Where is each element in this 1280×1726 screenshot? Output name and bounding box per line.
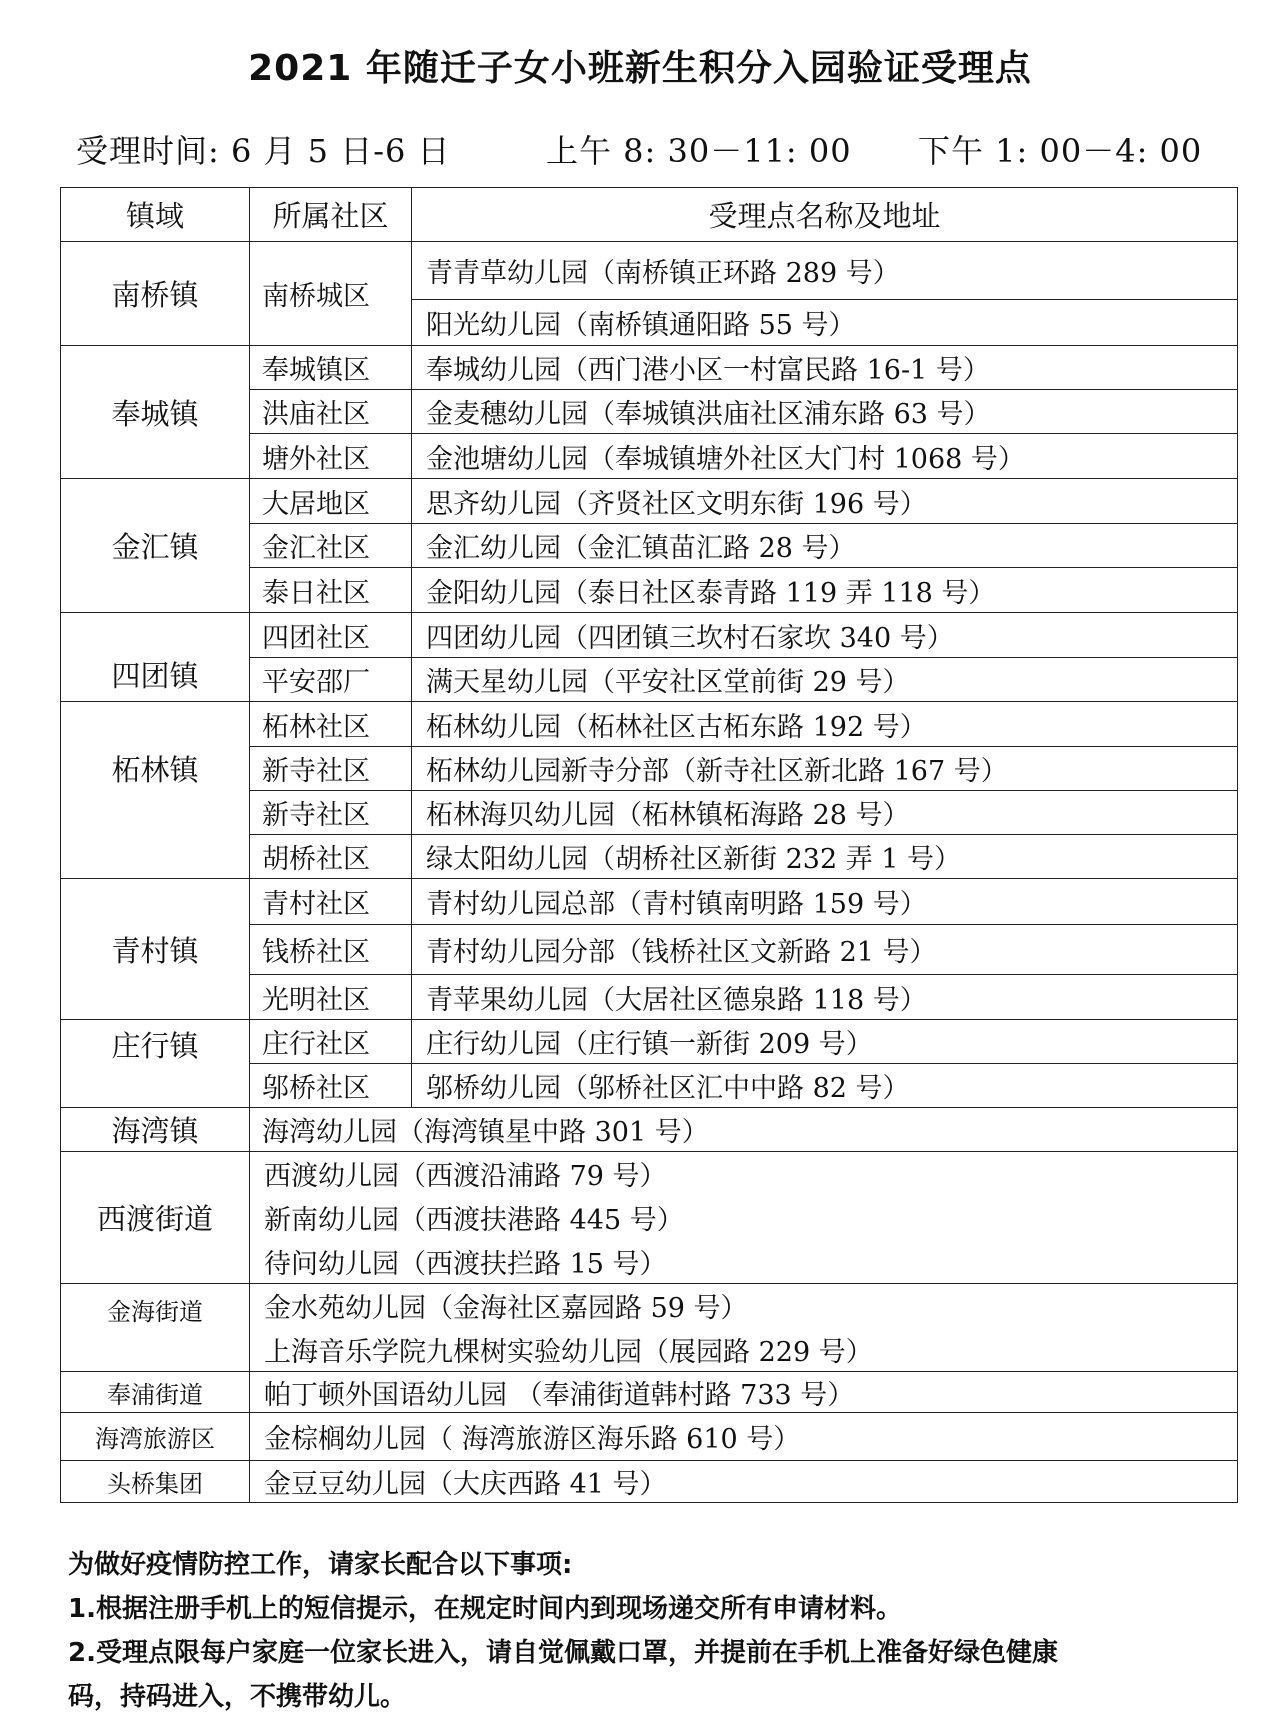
address-cell: 西渡幼儿园（西渡沿浦路 79 号） — [250, 1152, 1238, 1196]
address-cell: 金阳幼儿园（泰日社区泰青路 119 弄 118 号） — [412, 568, 1238, 613]
address-cell: 金水苑幼儿园（金海社区嘉园路 59 号） — [250, 1284, 1238, 1328]
notes-section — [68, 1543, 1258, 1719]
address-cell: 思齐幼儿园（齐贤社区文明东街 196 号） — [412, 479, 1238, 524]
community-cell: 新寺社区 — [250, 791, 412, 835]
community-cell: 四团社区 — [250, 613, 412, 658]
community-cell: 金汇社区 — [250, 524, 412, 568]
community-cell: 柘林社区 — [250, 702, 412, 747]
notes-intro: 为做好疫情防控工作，请家长配合以下事项: — [68, 1550, 573, 1580]
address-cell: 邬桥幼儿园（邬桥社区汇中中路 82 号） — [412, 1064, 1238, 1108]
address-cell: 上海音乐学院九棵树实验幼儿园（展园路 229 号） — [250, 1328, 1238, 1372]
address-cell: 满天星幼儿园（平安社区堂前街 29 号） — [412, 658, 1238, 702]
community-cell: 南桥城区 — [250, 242, 412, 346]
table-row — [61, 1284, 1238, 1328]
address-cell: 金棕榈幼儿园（ 海湾旅游区海乐路 610 号） — [250, 1413, 1238, 1461]
table-row — [61, 879, 1238, 925]
town-cell: 西渡街道 — [61, 1152, 250, 1284]
address-cell: 阳光幼儿园（南桥镇通阳路 55 号） — [412, 300, 1238, 346]
acceptance-points-table — [60, 187, 1238, 1503]
header-community: 所属社区 — [250, 188, 412, 242]
notes-item-2-line-1: 2.受理点限每户家庭一位家长进入，请自觉佩戴口罩，并提前在手机上准备好绿色健康 — [68, 1638, 1058, 1668]
table-row — [61, 1020, 1238, 1064]
community-cell: 庄行社区 — [250, 1020, 412, 1064]
address-cell: 青苹果幼儿园（大居社区德泉路 118 号） — [412, 975, 1238, 1020]
town-cell: 四团镇 — [61, 613, 250, 702]
table-row — [61, 1108, 1238, 1152]
address-cell: 金豆豆幼儿园（大庆西路 41 号） — [250, 1461, 1238, 1503]
town-cell: 庄行镇 — [61, 1020, 250, 1108]
address-cell: 金汇幼儿园（金汇镇苗汇路 28 号） — [412, 524, 1238, 568]
table-row — [61, 1372, 1238, 1413]
address-cell: 青村幼儿园分部（钱桥社区文新路 21 号） — [412, 925, 1238, 975]
address-cell: 奉城幼儿园（西门港小区一村富民路 16-1 号） — [412, 346, 1238, 390]
address-cell: 金池塘幼儿园（奉城镇塘外社区大门村 1068 号） — [412, 434, 1238, 479]
table-header-row — [61, 188, 1238, 242]
community-cell: 钱桥社区 — [250, 925, 412, 975]
town-cell: 金海街道 — [61, 1284, 250, 1372]
notes-item-2-line-2: 码，持码进入，不携带幼儿。 — [68, 1682, 407, 1712]
community-cell: 新寺社区 — [250, 747, 412, 791]
address-cell: 青村幼儿园总部（青村镇南明路 159 号） — [412, 879, 1238, 925]
town-cell: 青村镇 — [61, 879, 250, 1020]
town-cell: 金汇镇 — [61, 479, 250, 613]
table-row — [61, 346, 1238, 390]
community-cell: 平安邵厂 — [250, 658, 412, 702]
address-cell: 待问幼儿园（西渡扶拦路 15 号） — [250, 1240, 1238, 1284]
address-cell: 柘林幼儿园（柘林社区古柘东路 192 号） — [412, 702, 1238, 747]
town-cell: 头桥集团 — [61, 1461, 250, 1503]
address-cell: 柘林海贝幼儿园（柘林镇柘海路 28 号） — [412, 791, 1238, 835]
town-cell: 柘林镇 — [61, 702, 250, 879]
community-cell: 大居地区 — [250, 479, 412, 524]
town-cell: 海湾旅游区 — [61, 1413, 250, 1461]
address-cell: 海湾幼儿园（海湾镇星中路 301 号） — [250, 1108, 1238, 1152]
community-cell: 胡桥社区 — [250, 835, 412, 879]
address-cell: 金麦穗幼儿园（奉城镇洪庙社区浦东路 63 号） — [412, 390, 1238, 434]
address-cell: 四团幼儿园（四团镇三坎村石家坎 340 号） — [412, 613, 1238, 658]
table-row — [61, 1461, 1238, 1503]
address-cell: 青青草幼儿园（南桥镇正环路 289 号） — [412, 242, 1238, 300]
table-row — [61, 1413, 1238, 1461]
town-cell: 奉城镇 — [61, 346, 250, 479]
table-row — [61, 702, 1238, 747]
community-cell: 泰日社区 — [250, 568, 412, 613]
address-cell: 绿太阳幼儿园（胡桥社区新街 232 弄 1 号） — [412, 835, 1238, 879]
address-cell: 柘林幼儿园新寺分部（新寺社区新北路 167 号） — [412, 747, 1238, 791]
notes-item-1: 1.根据注册手机上的短信提示，在规定时间内到现场递交所有申请材料。 — [68, 1594, 902, 1624]
community-cell: 塘外社区 — [250, 434, 412, 479]
table-row — [61, 242, 1238, 300]
community-cell: 洪庙社区 — [250, 390, 412, 434]
table-row — [61, 1152, 1238, 1196]
table-row — [61, 613, 1238, 658]
table-row — [61, 479, 1238, 524]
hours-morning: 上午 8: 30－11: 00 — [546, 132, 852, 170]
address-cell: 庄行幼儿园（庄行镇一新街 209 号） — [412, 1020, 1238, 1064]
town-cell: 海湾镇 — [61, 1108, 250, 1152]
community-cell: 青村社区 — [250, 879, 412, 925]
header-address: 受理点名称及地址 — [412, 188, 1238, 242]
community-cell: 奉城镇区 — [250, 346, 412, 390]
page-title: 2021 年随迁子女小班新生积分入园验证受理点 — [248, 48, 1032, 89]
community-cell: 邬桥社区 — [250, 1064, 412, 1108]
header-town: 镇域 — [61, 188, 250, 242]
address-cell: 新南幼儿园（西渡扶港路 445 号） — [250, 1196, 1238, 1240]
hours-afternoon: 下午 1: 00－4: 00 — [918, 132, 1203, 170]
town-cell: 南桥镇 — [61, 242, 250, 346]
address-cell: 帕丁顿外国语幼儿园 （奉浦街道韩村路 733 号） — [250, 1372, 1238, 1413]
town-cell: 奉浦街道 — [61, 1372, 250, 1413]
community-cell: 光明社区 — [250, 975, 412, 1020]
hours-label: 受理时间: 6 月 5 日-6 日 — [76, 132, 451, 170]
